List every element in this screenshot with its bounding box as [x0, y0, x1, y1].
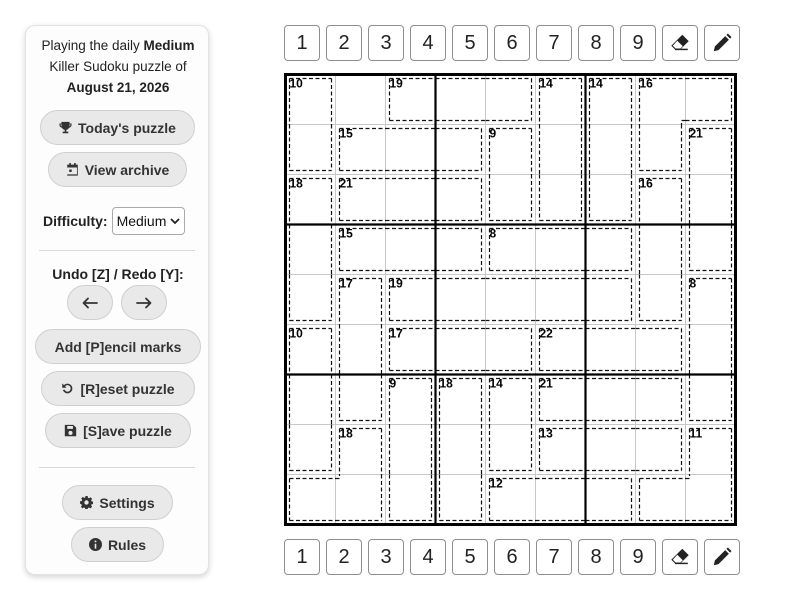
save-puzzle-button[interactable]: [45, 413, 191, 448]
rules-label: Rules: [107, 536, 147, 553]
grid-cell-r1c2[interactable]: [336, 75, 386, 125]
grid-cell-r7c2[interactable]: [336, 375, 386, 425]
grid-cell-r4c9[interactable]: [686, 225, 736, 275]
grid-cell-r2c6[interactable]: [536, 125, 586, 175]
grid-cell-r4c3[interactable]: [386, 225, 436, 275]
divider: [39, 467, 195, 468]
puzzle-intro: [26, 35, 210, 98]
arrow-right-icon: [136, 297, 152, 309]
grid-cell-r2c7[interactable]: [586, 125, 636, 175]
todays-puzzle-label: Today's puzzle: [78, 119, 176, 136]
grid-cell-r9c8[interactable]: [636, 475, 686, 525]
gear-icon: [80, 496, 93, 509]
cage-sum: 18: [289, 176, 303, 191]
digit-5-button[interactable]: 5: [452, 25, 488, 61]
grid-cell-r3c7[interactable]: [586, 175, 636, 225]
cage-sum: 18: [439, 376, 453, 391]
digit-5-button[interactable]: 5: [452, 539, 488, 575]
floppy-disk-icon: [64, 424, 77, 437]
arrow-left-icon: [82, 297, 98, 309]
difficulty-label: Difficulty:: [43, 213, 108, 229]
grid-cell-r9c9[interactable]: [686, 475, 736, 525]
cage-sum: 17: [389, 326, 403, 341]
grid-cell-r4c1[interactable]: [286, 225, 336, 275]
cage-sum: 16: [639, 76, 653, 91]
undo-redo-label: Undo [Z] / Redo [Y]:: [52, 266, 184, 282]
cage-sum: 21: [689, 126, 703, 141]
erase-button[interactable]: [662, 25, 698, 61]
grid-cell-r2c1[interactable]: [286, 125, 336, 175]
cage-sum: 14: [539, 76, 553, 91]
todays-puzzle-button[interactable]: [40, 110, 195, 145]
grid-cell-r7c7[interactable]: [586, 375, 636, 425]
cage-sum: 15: [339, 126, 353, 141]
grid-cell-r3c6[interactable]: [536, 175, 586, 225]
cage-sum: 21: [539, 376, 553, 391]
cage-sum: 9: [389, 376, 397, 391]
grid-cell-r9c4[interactable]: [436, 475, 486, 525]
grid-cell-r8c8[interactable]: [636, 425, 686, 475]
cage-sum: 14: [489, 376, 503, 391]
grid-cell-r9c2[interactable]: [336, 475, 386, 525]
killer-sudoku-grid[interactable]: [284, 73, 737, 526]
grid-cell-r8c1[interactable]: [286, 425, 336, 475]
undo-button[interactable]: [67, 285, 113, 320]
pencil-button[interactable]: [704, 539, 740, 575]
grid-cell-r6c7[interactable]: [586, 325, 636, 375]
rotate-left-icon: [61, 382, 74, 395]
cage-sum: 9: [489, 126, 497, 141]
digit-3-button[interactable]: 3: [368, 25, 404, 61]
grid-cell-r3c3[interactable]: [386, 175, 436, 225]
view-archive-button[interactable]: [48, 152, 187, 187]
puzzle-date: August 21, 2026: [66, 80, 170, 95]
digit-1-button[interactable]: 1: [284, 25, 320, 61]
digit-2-button[interactable]: 2: [326, 25, 362, 61]
grid-cell-r1c9[interactable]: [686, 75, 736, 125]
eraser-icon: [669, 32, 691, 54]
cage-sum: 18: [339, 426, 353, 441]
calendar-icon: [66, 163, 79, 176]
cage-sum: 10: [289, 76, 303, 91]
cage-sum: 17: [339, 276, 353, 291]
digit-7-button[interactable]: 7: [536, 539, 572, 575]
cage-sum: 11: [689, 426, 703, 441]
grid-cell-r2c4[interactable]: [436, 125, 486, 175]
grid-cell-r6c8[interactable]: [636, 325, 686, 375]
view-archive-label: View archive: [84, 161, 170, 178]
digit-7-button[interactable]: 7: [536, 25, 572, 61]
grid-cell-r4c8[interactable]: [636, 225, 686, 275]
grid-cell-r6c2[interactable]: [336, 325, 386, 375]
digit-8-button[interactable]: 8: [578, 539, 614, 575]
reset-puzzle-button[interactable]: [41, 371, 195, 406]
grid-cell-r8c7[interactable]: [586, 425, 636, 475]
grid-cell-r9c7[interactable]: [586, 475, 636, 525]
grid-cell-r8c3[interactable]: [386, 425, 436, 475]
digit-3-button[interactable]: 3: [368, 539, 404, 575]
erase-button[interactable]: [662, 539, 698, 575]
add-pencil-marks-label: Add [P]encil marks: [54, 338, 182, 355]
grid-cell-r1c5[interactable]: [486, 75, 536, 125]
eraser-icon: [669, 546, 691, 568]
intro-line1: Playing the daily Medium: [41, 38, 195, 53]
grid-cell-r9c3[interactable]: [386, 475, 436, 525]
divider: [39, 250, 195, 251]
redo-button[interactable]: [121, 285, 167, 320]
cage-sum: 14: [589, 76, 603, 91]
digit-6-button[interactable]: 6: [494, 539, 530, 575]
save-puzzle-label: [S]ave puzzle: [83, 422, 172, 439]
grid-cell-r1c4[interactable]: [436, 75, 486, 125]
grid-cell-r7c1[interactable]: [286, 375, 336, 425]
grid-cell-r6c4[interactable]: [436, 325, 486, 375]
info-circle-icon: [89, 538, 102, 551]
grid-cell-r5c7[interactable]: [586, 275, 636, 325]
digit-8-button[interactable]: 8: [578, 25, 614, 61]
pencil-icon: [711, 546, 733, 568]
rules-button[interactable]: [71, 527, 164, 562]
cage-sum: 8: [689, 276, 697, 291]
digit-4-button[interactable]: 4: [410, 25, 446, 61]
grid-cell-r8c5[interactable]: [486, 425, 536, 475]
cage-sum: 15: [339, 226, 353, 241]
grid-cell-r5c8[interactable]: [636, 275, 686, 325]
settings-button[interactable]: [62, 485, 173, 520]
grid-cell-r4c4[interactable]: [436, 225, 486, 275]
settings-label: Settings: [99, 494, 155, 511]
cage-sum: 19: [389, 76, 403, 91]
chevron-down-icon: [170, 217, 180, 225]
grid-cell-r4c6[interactable]: [536, 225, 586, 275]
pencil-icon: [711, 32, 733, 54]
grid-cell-r3c4[interactable]: [436, 175, 486, 225]
grid-canvas[interactable]: [284, 73, 737, 526]
grid-cell-r3c5[interactable]: [486, 175, 536, 225]
cage-sum: 21: [339, 176, 353, 191]
digit-2-button[interactable]: 2: [326, 539, 362, 575]
cage-sum: 16: [639, 176, 653, 191]
grid-cell-r6c5[interactable]: [486, 325, 536, 375]
pencil-button[interactable]: [704, 25, 740, 61]
cage-sum: 13: [539, 426, 553, 441]
grid-cell-r6c9[interactable]: [686, 325, 736, 375]
cage-sum: 8: [489, 226, 497, 241]
difficulty-row: [43, 206, 185, 236]
digit-toolbar-top: [284, 25, 739, 61]
digit-1-button[interactable]: 1: [284, 539, 320, 575]
grid-cell-r5c4[interactable]: [436, 275, 486, 325]
cage-sum: 22: [539, 326, 553, 341]
grid-cell-r2c3[interactable]: [386, 125, 436, 175]
grid-cell-r8c4[interactable]: [436, 425, 486, 475]
cage-sum: 19: [389, 276, 403, 291]
grid-cell-r7c9[interactable]: [686, 375, 736, 425]
grid-cell-r7c8[interactable]: [636, 375, 686, 425]
intro-difficulty: Medium: [143, 38, 195, 53]
digit-toolbar-bottom: [284, 539, 739, 575]
digit-4-button[interactable]: 4: [410, 539, 446, 575]
difficulty-selected-value: Medium: [116, 213, 167, 229]
digit-9-button[interactable]: 9: [620, 539, 656, 575]
digit-6-button[interactable]: 6: [494, 25, 530, 61]
trophy-icon: [59, 121, 72, 134]
digit-9-button[interactable]: 9: [620, 25, 656, 61]
grid-cell-r9c6[interactable]: [536, 475, 586, 525]
grid-cell-r5c5[interactable]: [486, 275, 536, 325]
grid-cell-r4c7[interactable]: [586, 225, 636, 275]
cage-sum: 10: [289, 326, 303, 341]
grid-cell-r2c8[interactable]: [636, 125, 686, 175]
grid-cell-r9c1[interactable]: [286, 475, 336, 525]
difficulty-select[interactable]: [112, 207, 186, 235]
add-pencil-marks-button[interactable]: [35, 329, 201, 364]
grid-cell-r3c9[interactable]: [686, 175, 736, 225]
grid-cell-r5c6[interactable]: [536, 275, 586, 325]
reset-puzzle-label: [R]eset puzzle: [80, 380, 175, 397]
control-panel: [25, 25, 209, 575]
intro-line2: Killer Sudoku puzzle of: [49, 59, 187, 74]
cage-sum: 12: [489, 476, 503, 491]
grid-cell-r5c1[interactable]: [286, 275, 336, 325]
